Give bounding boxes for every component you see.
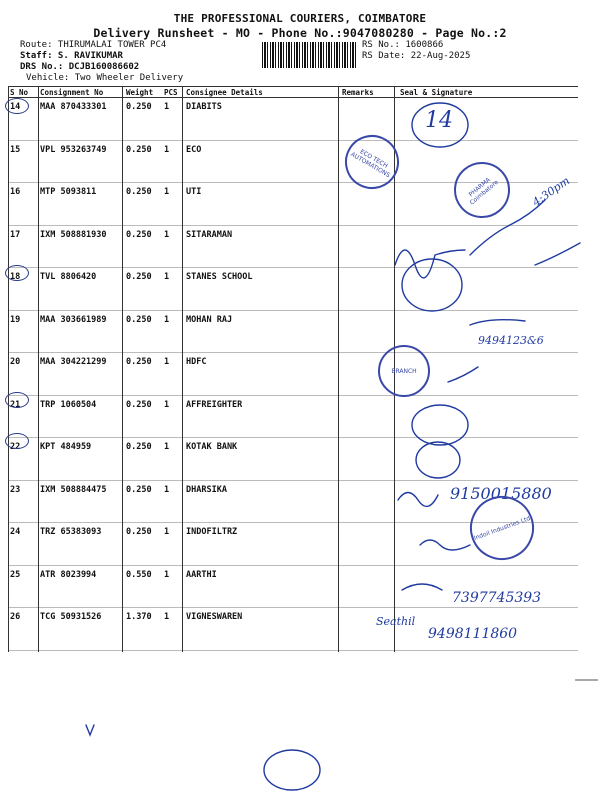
- phone-number-2: 7397745393: [452, 590, 542, 606]
- row-pcs: 1: [162, 225, 184, 268]
- col-seal: Seal & Signature: [398, 87, 578, 98]
- row-consignee: ECO: [184, 140, 340, 183]
- row-sno: 24: [8, 523, 38, 566]
- row-sno: 18: [8, 268, 38, 311]
- row-sno: 17: [8, 225, 38, 268]
- row-pcs: 1: [162, 140, 184, 183]
- runsheet-subtitle: Delivery Runsheet - MO - Phone No.:9047080280 - Page No.:2: [93, 26, 507, 40]
- row-pcs: 1: [162, 268, 184, 311]
- row-consignee: VIGNESWAREN: [184, 608, 340, 651]
- phone-number-1: 9150015880: [450, 484, 552, 503]
- row-pcs: 1: [162, 438, 184, 481]
- row-weight: 0.250: [124, 523, 162, 566]
- col-pcs: PCS: [162, 87, 184, 98]
- row-consignment: TRZ 65383093: [38, 523, 124, 566]
- row-weight: 0.250: [124, 225, 162, 268]
- drs-label: DRS No.: DCJB160086602: [20, 62, 140, 72]
- row-weight: 0.250: [124, 140, 162, 183]
- row-consignee: DIABITS: [184, 98, 340, 141]
- row-consignment: VPL 953263749: [38, 140, 124, 183]
- row-weight: 0.250: [124, 353, 162, 396]
- row-consignment: MAA 304221299: [38, 353, 124, 396]
- row-pcs: 1: [162, 353, 184, 396]
- row-consignee: UTI: [184, 183, 340, 226]
- eco-stamp: ECO TECH AUTOMATIONS: [335, 125, 409, 199]
- row-consignee: AFFREIGHTER: [184, 395, 340, 438]
- col-consignment: Consignment No: [38, 87, 124, 98]
- bank-stamp: BRANCH: [378, 345, 430, 397]
- signature-name: Seathil: [376, 615, 416, 628]
- row-sno: 15: [8, 140, 38, 183]
- row-pcs: 1: [162, 608, 184, 651]
- row-consignee: STANES SCHOOL: [184, 268, 340, 311]
- row-sno: 23: [8, 480, 38, 523]
- row-sno: 16: [8, 183, 38, 226]
- row-weight: 0.250: [124, 183, 162, 226]
- row-consignment: ATR 8023994: [38, 565, 124, 608]
- row-pcs: 1: [162, 565, 184, 608]
- row-consignment: TVL 8806420: [38, 268, 124, 311]
- row-consignee: AARTHI: [184, 565, 340, 608]
- row-pcs: 1: [162, 480, 184, 523]
- row-consignee: HDFC: [184, 353, 340, 396]
- rs-no-label: RS No.: 1600866: [362, 40, 444, 50]
- row-consignment: MTP 5093811: [38, 183, 124, 226]
- row-sno: 26: [8, 608, 38, 651]
- signature-number: 9494123&6: [478, 334, 544, 347]
- row-sno: 20: [8, 353, 38, 396]
- row-consignment: TCG 50931526: [38, 608, 124, 651]
- row-weight: 0.550: [124, 565, 162, 608]
- indoil-stamp: Indoil Industries Ltd: [461, 487, 543, 569]
- row-consignment: IXM 508881930: [38, 225, 124, 268]
- row-weight: 0.250: [124, 98, 162, 141]
- rs-date-label: RS Date: 22-Aug-2025: [362, 51, 471, 61]
- time-note: 4:30pm: [530, 174, 573, 209]
- row-consignee: SITARAMAN: [184, 225, 340, 268]
- row-pcs: 1: [162, 98, 184, 141]
- signature-14: 14: [425, 108, 453, 133]
- col-sno: S No: [8, 87, 38, 98]
- row-weight: 0.250: [124, 480, 162, 523]
- staff-label: Staff: S. RAVIKUMAR: [20, 51, 123, 61]
- row-sno: 22: [8, 438, 38, 481]
- row-consignee: INDOFILTRZ: [184, 523, 340, 566]
- col-remarks: Remarks: [340, 87, 398, 98]
- row-sno: 21: [8, 395, 38, 438]
- row-consignee: KOTAK BANK: [184, 438, 340, 481]
- row-weight: 0.250: [124, 395, 162, 438]
- route-label: Route: THIRUMALAI TOWER PC4: [20, 40, 167, 50]
- row-weight: 0.250: [124, 438, 162, 481]
- row-sno: 19: [8, 310, 38, 353]
- phone-number-3: 9498111860: [428, 626, 518, 642]
- vehicle-label: Vehicle: Two Wheeler Delivery: [26, 73, 184, 83]
- row-pcs: 1: [162, 183, 184, 226]
- row-consignment: KPT 484959: [38, 438, 124, 481]
- row-consignment: IXM 508884475: [38, 480, 124, 523]
- row-consignee: DHARSIKA: [184, 480, 340, 523]
- row-pcs: 1: [162, 395, 184, 438]
- row-pcs: 1: [162, 310, 184, 353]
- pharma-stamp: PHARMA Coimbatore: [443, 151, 522, 230]
- row-consignee: MOHAN RAJ: [184, 310, 340, 353]
- company-title: THE PROFESSIONAL COURIERS, COIMBATORE: [173, 12, 427, 25]
- row-weight: 0.250: [124, 310, 162, 353]
- row-weight: 0.250: [124, 268, 162, 311]
- row-consignment: MAA 870433301: [38, 98, 124, 141]
- col-consignee: Consignee Details: [184, 87, 340, 98]
- row-consignment: MAA 303661989: [38, 310, 124, 353]
- row-sno: 25: [8, 565, 38, 608]
- row-weight: 1.370: [124, 608, 162, 651]
- row-consignment: TRP 1060504: [38, 395, 124, 438]
- col-weight: Weight: [124, 87, 162, 98]
- row-pcs: 1: [162, 523, 184, 566]
- row-sno: 14: [8, 98, 38, 141]
